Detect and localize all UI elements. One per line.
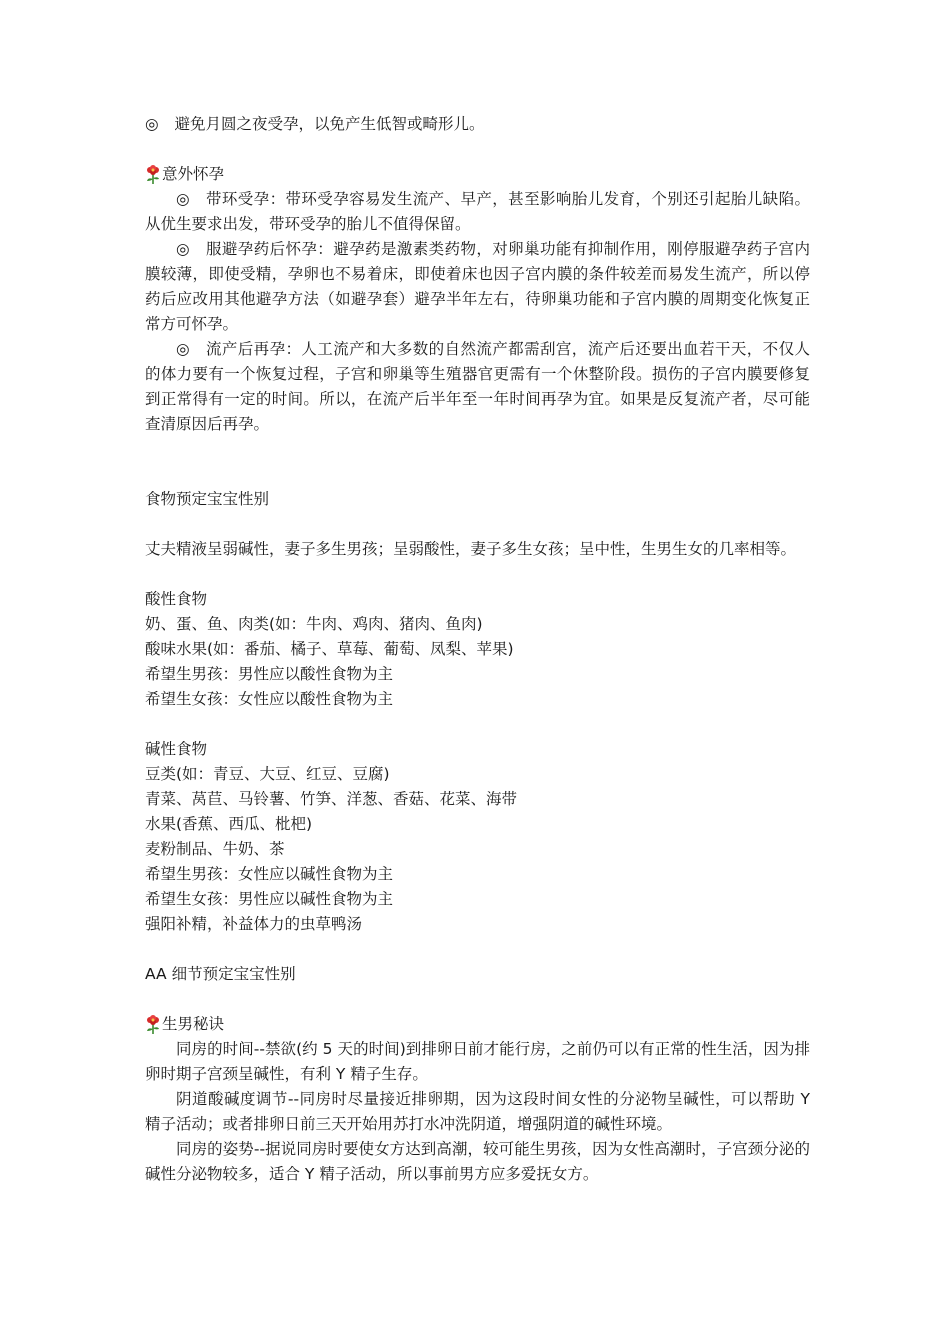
- accidental-item: [145, 337, 810, 437]
- list-item: 希望生女孩：女性应以酸性食物为主: [145, 690, 394, 708]
- section-heading: 意外怀孕: [162, 165, 225, 183]
- details-section-title: AA 细节预定宝宝性别: [145, 965, 296, 983]
- accidental-item: [145, 237, 810, 337]
- tip-paragraph: 同房的时间--禁欲(约 5 天的时间)到排卵日前才能行房，之前仍可以有正常的性生活，因为排卵时期子宫颈呈碱性，有利 Y 精子生存。: [145, 1040, 810, 1083]
- bullet-marker: ◎: [145, 115, 159, 133]
- list-item: 青菜、莴苣、马铃薯、竹笋、洋葱、香菇、花菜、海带: [145, 790, 518, 808]
- list-item: 豆类(如：青豆、大豆、红豆、豆腐): [145, 765, 390, 783]
- food-summary: 丈夫精液呈弱碱性，妻子多生男孩；呈弱酸性，妻子多生女孩；呈中性，生男生女的几率相等。: [145, 540, 797, 558]
- list-item: 水果(香蕉、西瓜、枇杷): [145, 815, 313, 833]
- list-item: 希望生男孩：女性应以碱性食物为主: [145, 865, 394, 883]
- list-item: 酸味水果(如：番茄、橘子、草莓、葡萄、凤梨、苹果): [145, 640, 514, 658]
- section-heading: 生男秘诀: [162, 1015, 225, 1033]
- flower-icon: [145, 1015, 161, 1035]
- bullet-marker: ◎: [176, 340, 190, 358]
- boy-tips-heading: [145, 1012, 810, 1037]
- alkaline-food-title: 碱性食物: [145, 740, 208, 758]
- acidic-food-title: 酸性食物: [145, 590, 208, 608]
- list-item: 麦粉制品、牛奶、茶: [145, 840, 285, 858]
- list-item: 奶、蛋、鱼、肉类(如：牛肉、鸡肉、猪肉、鱼肉): [145, 615, 483, 633]
- accidental-item: [145, 187, 810, 237]
- list-item: 强阳补精，补益体力的虫草鸭汤: [145, 915, 363, 933]
- document-page: [145, 112, 810, 1187]
- tip-paragraph: 同房的姿势--据说同房时要使女方达到高潮，较可能生男孩，因为女性高潮时，子宫颈分泌的碱性分泌物较多，适合 Y 精子活动，所以事前男方应多爱抚女方。: [145, 1140, 810, 1183]
- intro-text: 避免月圆之夜受孕，以免产生低智或畸形儿。: [174, 115, 485, 133]
- bullet-marker: ◎: [176, 240, 190, 258]
- tip-paragraph: 阴道酸碱度调节--同房时尽量接近排卵期，因为这段时间女性的分泌物呈碱性，可以帮助 Y 精子活动；或者排卵日前三天开始用苏打水冲洗阴道，增强阴道的碱性环境。: [145, 1090, 810, 1133]
- accidental-pregnancy-heading: [145, 162, 810, 187]
- item-text: 流产后再孕：人工流产和大多数的自然流产都需刮宫，流产后还要出血若干天，不仅人的体力要有一个恢复过程，子宫和卵巢等生殖器官更需有一个休整阶段。损伤的子宫内膜要修复到正常得有一定的时间。所以，在流产后半年至一年时间再孕为宜。如果是反复流产者，尽可能查清原因后再孕。: [145, 340, 810, 433]
- item-text: 带环受孕：带环受孕容易发生流产、早产，甚至影响胎儿发育，个别还引起胎儿缺陷。从优生要求出发，带环受孕的胎儿不值得保留。: [145, 190, 810, 233]
- food-section-title: 食物预定宝宝性别: [145, 490, 270, 508]
- item-text: 服避孕药后怀孕：避孕药是激素类药物，对卵巢功能有抑制作用，刚停服避孕药子宫内膜较薄，即使受精，孕卵也不易着床，即使着床也因子宫内膜的条件较差而易发生流产，所以停药后应改用其他避孕方法（如避孕套）避孕半年左右，待卵巢功能和子宫内膜的周期变化恢复正常方可怀孕。: [145, 240, 810, 333]
- list-item: 希望生女孩：男性应以碱性食物为主: [145, 890, 394, 908]
- intro-line: [145, 112, 810, 137]
- list-item: 希望生男孩：男性应以酸性食物为主: [145, 665, 394, 683]
- bullet-marker: ◎: [176, 190, 190, 208]
- flower-icon: [145, 165, 161, 185]
